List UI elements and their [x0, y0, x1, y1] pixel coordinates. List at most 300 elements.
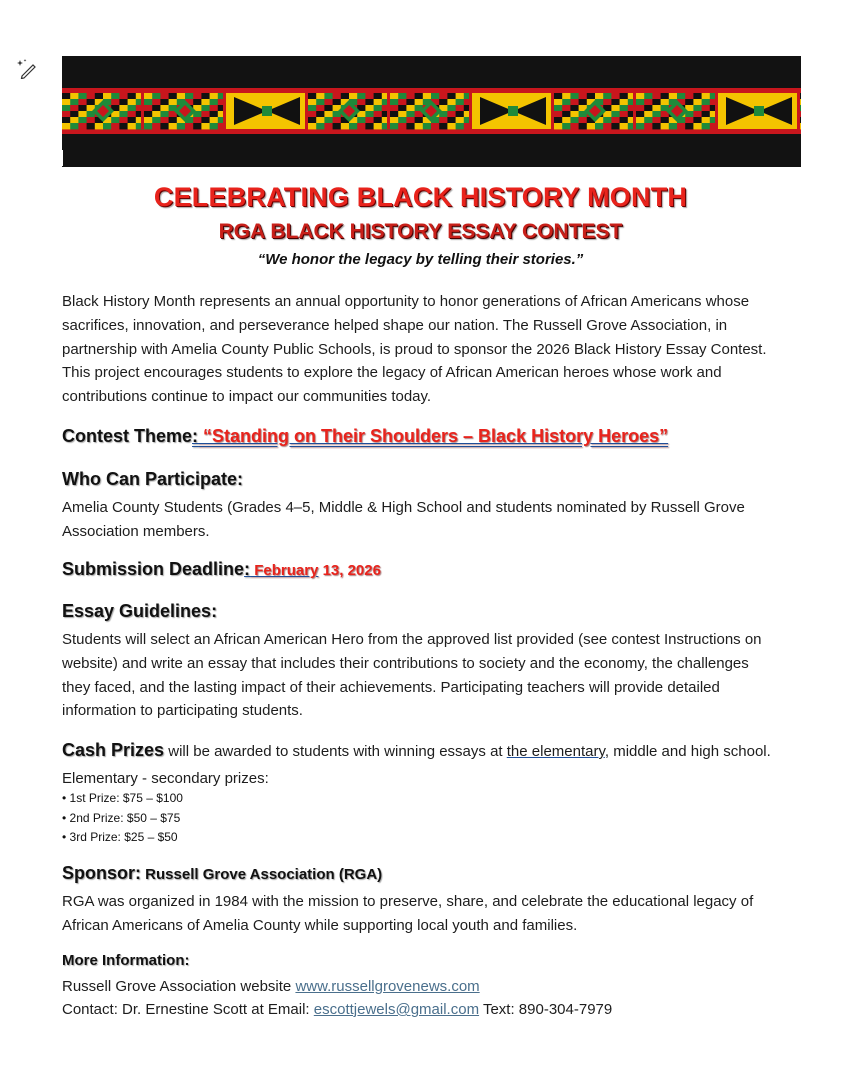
kente-divider [141, 93, 144, 129]
kente-check [128, 105, 137, 111]
kente-check [365, 99, 374, 105]
kente-check [160, 105, 169, 111]
kente-check [374, 117, 383, 123]
kente-check [78, 93, 87, 99]
kente-check [431, 93, 440, 99]
kente-check [78, 105, 87, 111]
kente-check [160, 99, 169, 105]
kente-check [800, 111, 801, 117]
kente-check [111, 123, 120, 129]
kente-check [193, 123, 202, 129]
kente-check [210, 123, 219, 129]
kente-check [308, 93, 317, 99]
kente-check [620, 123, 629, 129]
kente-check [693, 123, 702, 129]
kente-check [669, 93, 678, 99]
kente-check [111, 99, 120, 105]
kente-check [447, 93, 456, 99]
kente-check [390, 111, 399, 117]
kente-check [570, 105, 579, 111]
contact-label: Contact: Dr. Ernestine Scott at Email: [62, 1001, 314, 1018]
kente-check [87, 117, 96, 123]
kente-check [439, 99, 448, 105]
kente-check [316, 99, 325, 105]
kente-check [193, 99, 202, 105]
kente-divider [223, 93, 226, 129]
kente-check [456, 117, 465, 123]
prizes-text-underlined: the elementary [506, 743, 605, 760]
kente-check [439, 123, 448, 129]
deadline-heading [62, 559, 381, 580]
kente-bottom-stripe [62, 129, 801, 134]
prizes-text-post: , middle and high school. Elementary - secondary prizes: [62, 743, 771, 787]
kente-check [677, 123, 686, 129]
kente-check [800, 99, 801, 105]
kente-check [95, 93, 104, 99]
kente-check [800, 105, 801, 111]
kente-divider [715, 93, 718, 129]
kente-check [349, 93, 358, 99]
kente-check [415, 99, 424, 105]
kente-check [316, 123, 325, 129]
kente-check [316, 117, 325, 123]
kente-check [70, 99, 79, 105]
contact-line [62, 1001, 612, 1018]
kente-check [636, 111, 645, 117]
kente-check [374, 105, 383, 111]
kente-check [611, 105, 620, 111]
kente-check [160, 123, 169, 129]
kente-check [341, 93, 350, 99]
more-info-heading: More Information: [62, 952, 190, 969]
kente-check [70, 123, 79, 129]
kente-check [201, 123, 210, 129]
kente-check [677, 93, 686, 99]
contest-theme-label: Contest Theme [62, 426, 193, 446]
kente-check [661, 117, 670, 123]
kente-check [644, 105, 653, 111]
kente-check [210, 93, 219, 99]
kente-check [554, 111, 563, 117]
website-link[interactable]: www.russellgrovenews.com [295, 978, 480, 995]
kente-check [390, 105, 399, 111]
kente-check [611, 93, 620, 99]
prizes-text-pre: will be awarded to students with winning essays at [164, 743, 507, 760]
kente-check [144, 93, 153, 99]
kente-check [636, 99, 645, 105]
prize-item-3: • 3rd Prize: $25 – $50 [62, 830, 178, 844]
contest-theme-heading [62, 426, 668, 447]
kente-check [579, 117, 588, 123]
prize-item-2: • 2nd Prize: $50 – $75 [62, 811, 181, 825]
kente-check [103, 93, 112, 99]
kente-check [119, 105, 128, 111]
kente-check [570, 93, 579, 99]
kente-check [554, 99, 563, 105]
kente-check [152, 117, 161, 123]
kente-check [177, 93, 186, 99]
kente-check [562, 111, 571, 117]
kente-check [587, 93, 596, 99]
kente-check [308, 111, 317, 117]
kente-check [70, 105, 79, 111]
kente-check [554, 93, 563, 99]
kente-check [685, 99, 694, 105]
kente-check [333, 123, 342, 129]
sponsor-heading [62, 863, 382, 884]
kente-check [62, 99, 71, 105]
sponsor-label: Sponsor: [62, 863, 141, 883]
kente-check [152, 105, 161, 111]
deadline-month: February [250, 562, 319, 579]
kente-check [128, 93, 137, 99]
kente-check [169, 93, 178, 99]
kente-check [702, 99, 711, 105]
kente-check [693, 117, 702, 123]
participants-text: Amelia County Students (Grades 4–5, Middle & High School and students nominated by Russell Grove Association members. [62, 499, 745, 540]
kente-check [119, 117, 128, 123]
kente-check [201, 105, 210, 111]
kente-check [603, 93, 612, 99]
kente-divider [387, 93, 390, 129]
guidelines-heading: Essay Guidelines: [62, 601, 218, 621]
kente-check [636, 105, 645, 111]
kente-check [439, 117, 448, 123]
kente-check [357, 93, 366, 99]
kente-check [587, 123, 596, 129]
kente-check [611, 117, 620, 123]
kente-check [95, 123, 104, 129]
kente-bowtie-center [262, 106, 272, 116]
kente-check [128, 111, 137, 117]
kente-check [562, 105, 571, 111]
kente-check [579, 93, 588, 99]
guidelines-text: Students will select an African American Hero from the approved list provided (see contest Instructions on website) and write an essay that includes their contributions to society and the economy, the challenges they faced, and the lasting impact of their achievements. Participating teachers will provide detailed information to participating students. [62, 631, 762, 720]
kente-check [70, 117, 79, 123]
kente-check [324, 105, 333, 111]
kente-check [447, 117, 456, 123]
kente-check [611, 123, 620, 129]
kente-check [333, 117, 342, 123]
kente-check [644, 123, 653, 129]
kente-check [185, 93, 194, 99]
sponsor-name: Russell Grove Association (RGA) [141, 866, 383, 883]
kente-check [390, 99, 399, 105]
kente-check [398, 117, 407, 123]
kente-check [365, 123, 374, 129]
kente-banner [62, 56, 801, 167]
kente-check [111, 117, 120, 123]
kente-check [620, 99, 629, 105]
kente-check [456, 93, 465, 99]
kente-bowtie-center [754, 106, 764, 116]
kente-check [644, 117, 653, 123]
kente-check [406, 93, 415, 99]
prizes-paragraph [62, 737, 777, 792]
kente-check [456, 105, 465, 111]
kente-check [316, 105, 325, 111]
kente-check [652, 105, 661, 111]
kente-check [119, 123, 128, 129]
kente-check [456, 123, 465, 129]
kente-check [693, 99, 702, 105]
tagline: “We honor the legacy by telling their stories.” [257, 251, 584, 268]
kente-check [70, 111, 79, 117]
kente-check [210, 105, 219, 111]
kente-check [702, 117, 711, 123]
kente-check [169, 117, 178, 123]
kente-check [308, 123, 317, 129]
kente-check [620, 117, 629, 123]
kente-check [398, 123, 407, 129]
deadline-colon: : [244, 559, 251, 579]
kente-check [636, 123, 645, 129]
kente-check [406, 99, 415, 105]
kente-check [324, 93, 333, 99]
kente-check [78, 117, 87, 123]
kente-check [415, 123, 424, 129]
kente-check [447, 99, 456, 105]
kente-bowtie-center [508, 106, 518, 116]
kente-check [447, 105, 456, 111]
kente-check [611, 99, 620, 105]
contest-theme-colon: : [192, 426, 199, 446]
kente-check [603, 99, 612, 105]
kente-check [374, 93, 383, 99]
kente-check [308, 99, 317, 105]
kente-divider [305, 93, 308, 129]
kente-check [390, 123, 399, 129]
kente-check [374, 111, 383, 117]
kente-check [661, 123, 670, 129]
kente-check [160, 111, 169, 117]
kente-divider [551, 93, 554, 129]
kente-check [201, 111, 210, 117]
kente-check [398, 99, 407, 105]
kente-check [365, 111, 374, 117]
kente-check [398, 111, 407, 117]
kente-check [324, 123, 333, 129]
kente-check [595, 93, 604, 99]
kente-check [554, 117, 563, 123]
kente-check [87, 93, 96, 99]
kente-check [693, 105, 702, 111]
kente-check [144, 105, 153, 111]
kente-top-stripe [62, 88, 801, 93]
kente-check [603, 117, 612, 123]
kente-check [144, 99, 153, 105]
kente-check [316, 93, 325, 99]
kente-check [636, 93, 645, 99]
kente-check [144, 111, 153, 117]
kente-check [144, 123, 153, 129]
kente-check [333, 93, 342, 99]
kente-check [62, 117, 71, 123]
kente-check [374, 99, 383, 105]
kente-check [603, 123, 612, 129]
kente-check [562, 93, 571, 99]
kente-check [169, 99, 178, 105]
kente-check [800, 93, 801, 99]
kente-check [357, 123, 366, 129]
kente-check [406, 123, 415, 129]
kente-check [398, 105, 407, 111]
kente-check [128, 99, 137, 105]
text-cursor [62, 150, 63, 166]
kente-check [685, 123, 694, 129]
kente-check [324, 111, 333, 117]
kente-check [685, 117, 694, 123]
kente-check [365, 105, 374, 111]
kente-check [456, 99, 465, 105]
kente-check [423, 93, 432, 99]
kente-check [62, 111, 71, 117]
kente-check [415, 93, 424, 99]
kente-check [562, 123, 571, 129]
participants-heading: Who Can Participate: [62, 469, 244, 489]
kente-check [308, 117, 317, 123]
kente-check [62, 93, 71, 99]
kente-check [201, 117, 210, 123]
kente-check [210, 117, 219, 123]
kente-check [119, 93, 128, 99]
kente-check [562, 99, 571, 105]
page-subtitle: RGA BLACK HISTORY ESSAY CONTEST [218, 220, 623, 243]
kente-check [152, 93, 161, 99]
kente-check [570, 123, 579, 129]
kente-check [87, 123, 96, 129]
kente-check [562, 117, 571, 123]
kente-check [152, 99, 161, 105]
kente-divider [633, 93, 636, 129]
intro-paragraph: Black History Month represents an annual opportunity to honor generations of African Americans whose sacrifices, innovation, and perseverance helped shape our nation. The Russell Grove Association, in partnership with Amelia County Public Schools, is proud to sponsor the 2026 Black History Essay Contest. This project encourages students to explore the legacy of African American heroes whose work and contributions continue to impact our communities today. [62, 293, 767, 406]
kente-divider [469, 93, 472, 129]
prize-item-1: • 1st Prize: $75 – $100 [62, 791, 183, 805]
kente-check [415, 117, 424, 123]
kente-check [661, 93, 670, 99]
deadline-day-year: 13, 2026 [318, 562, 381, 579]
kente-check [390, 117, 399, 123]
kente-check [431, 123, 440, 129]
kente-check [177, 123, 186, 129]
kente-check [210, 99, 219, 105]
kente-check [579, 99, 588, 105]
kente-check [103, 123, 112, 129]
kente-check [365, 93, 374, 99]
sponsor-text: RGA was organized in 1984 with the mission to preserve, share, and celebrate the educational legacy of African Americans of Amelia County while supporting local youth and families. [62, 893, 754, 934]
kente-check [160, 93, 169, 99]
kente-check [406, 117, 415, 123]
magic-pencil-icon[interactable] [16, 57, 38, 79]
page-title: CELEBRATING BLACK HISTORY MONTH [153, 182, 688, 212]
kente-check [611, 111, 620, 117]
kente-check [579, 123, 588, 129]
email-link[interactable]: escottjewels@gmail.com [313, 1001, 480, 1018]
kente-divider [797, 93, 800, 129]
kente-check [374, 123, 383, 129]
kente-check [128, 117, 137, 123]
kente-check [357, 117, 366, 123]
kente-check [160, 117, 169, 123]
kente-check [800, 117, 801, 123]
kente-check [78, 111, 87, 117]
kente-check [62, 123, 71, 129]
kente-check [570, 99, 579, 105]
kente-check [169, 123, 178, 129]
prizes-label: Cash Prizes [62, 740, 165, 760]
website-line [62, 978, 480, 995]
kente-check [349, 123, 358, 129]
kente-check [702, 93, 711, 99]
kente-check [152, 111, 161, 117]
kente-check [447, 123, 456, 129]
deadline-label: Submission Deadline [62, 559, 245, 579]
kente-check [308, 105, 317, 111]
kente-check [620, 111, 629, 117]
kente-check [341, 123, 350, 129]
kente-check [652, 123, 661, 129]
kente-check [644, 93, 653, 99]
kente-check [652, 93, 661, 99]
kente-check [800, 123, 801, 129]
kente-check [111, 93, 120, 99]
kente-check [406, 111, 415, 117]
kente-check [423, 123, 432, 129]
kente-check [439, 93, 448, 99]
kente-check [210, 111, 219, 117]
kente-check [87, 99, 96, 105]
kente-check [669, 123, 678, 129]
kente-check [185, 123, 194, 129]
kente-check [456, 111, 465, 117]
kente-check [570, 117, 579, 123]
kente-check [447, 111, 456, 117]
kente-check [595, 123, 604, 129]
kente-check [693, 93, 702, 99]
kente-check [62, 105, 71, 111]
kente-check [661, 99, 670, 105]
website-label: Russell Grove Association website [62, 978, 296, 995]
kente-check [554, 105, 563, 111]
kente-check [685, 93, 694, 99]
kente-check [620, 93, 629, 99]
kente-check [119, 111, 128, 117]
kente-check [620, 105, 629, 111]
kente-check [570, 111, 579, 117]
phone-text: Text: 890-304-7979 [479, 1001, 613, 1018]
kente-check [702, 123, 711, 129]
kente-check [406, 105, 415, 111]
kente-check [78, 99, 87, 105]
kente-check [128, 123, 137, 129]
kente-check [324, 117, 333, 123]
kente-check [193, 117, 202, 123]
kente-check [702, 111, 711, 117]
kente-check [554, 123, 563, 129]
kente-check [333, 99, 342, 105]
kente-check [201, 93, 210, 99]
kente-check [365, 117, 374, 123]
kente-check [652, 99, 661, 105]
kente-check [78, 123, 87, 129]
kente-check [70, 93, 79, 99]
kente-check [144, 117, 153, 123]
kente-check [324, 99, 333, 105]
kente-check [193, 93, 202, 99]
kente-check [652, 117, 661, 123]
kente-check [390, 93, 399, 99]
kente-check [119, 99, 128, 105]
